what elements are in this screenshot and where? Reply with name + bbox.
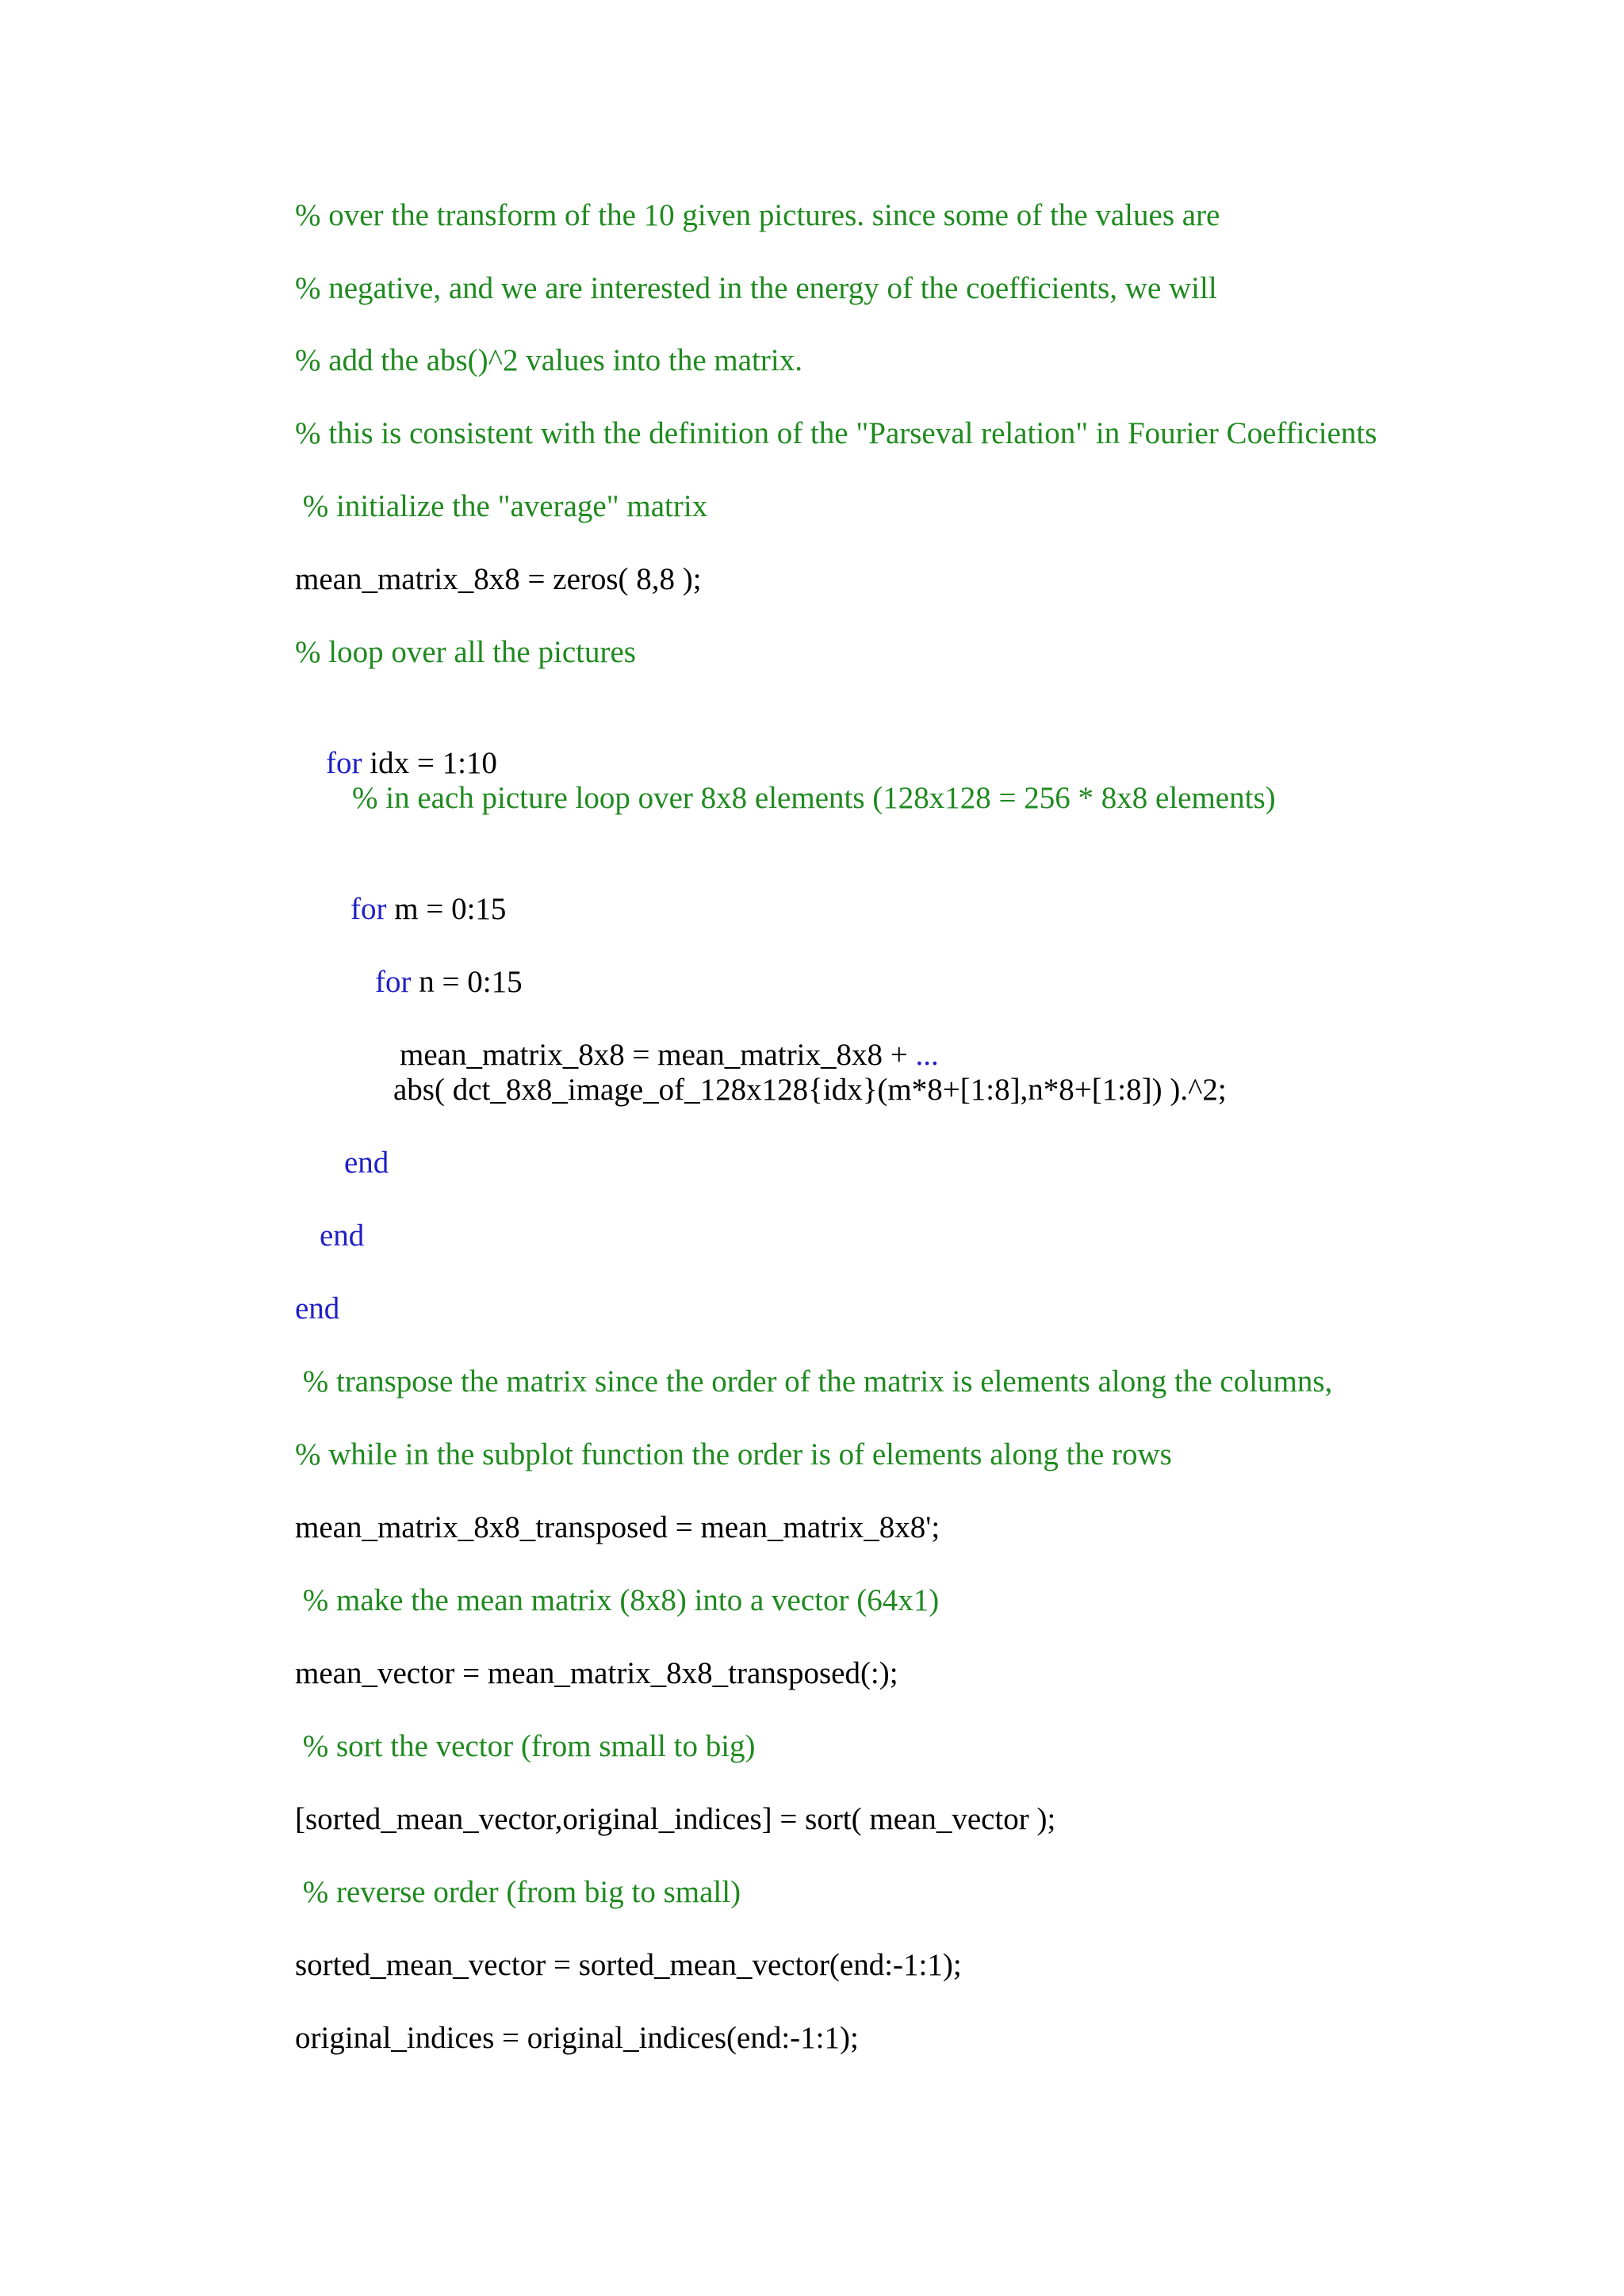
loop-range: m = 0:15	[386, 892, 507, 926]
code-line-statement: mean_vector = mean_matrix_8x8_transposed(:);	[295, 1656, 898, 1690]
code-line-statement: mean_matrix_8x8_transposed = mean_matrix_8x8';	[295, 1510, 940, 1544]
code-line-comment: % over the transform of the 10 given pictures. since some of the values are	[295, 198, 1220, 232]
continuation-ellipsis: ...	[915, 1038, 939, 1072]
code-line-comment: % reverse order (from big to small)	[295, 1875, 741, 1909]
code-line-comment: % while in the subplot function the order is of elements along the rows	[295, 1437, 1172, 1471]
loop-range: idx = 1:10	[362, 746, 497, 780]
code-line-comment: % negative, and we are interested in the energy of the coefficients, we will	[295, 271, 1217, 305]
code-line-comment: % in each picture loop over 8x8 elements (128x128 = 256 * 8x8 elements)	[352, 781, 1276, 815]
keyword-end: end	[344, 1146, 389, 1180]
code-line-comment: % sort the vector (from small to big)	[295, 1729, 756, 1763]
code-line-statement: sorted_mean_vector = sorted_mean_vector(end:-1:1);	[295, 1948, 962, 1982]
statement-text: mean_matrix_8x8 = mean_matrix_8x8 +	[400, 1038, 916, 1072]
code-line-statement: [sorted_mean_vector,original_indices] = sort( mean_vector );	[295, 1802, 1056, 1836]
code-line-comment: % add the abs()^2 values into the matrix.	[295, 343, 802, 377]
code-line-comment: % make the mean matrix (8x8) into a vector (64x1)	[295, 1583, 940, 1617]
loop-range: n = 0:15	[411, 965, 523, 999]
code-line-statement: mean_matrix_8x8 = zeros( 8,8 );	[295, 562, 702, 596]
code-line-comment: % loop over all the pictures	[295, 635, 636, 669]
keyword-end: end	[295, 1292, 340, 1326]
code-line-statement: abs( dct_8x8_image_of_128x128{idx}(m*8+[1:8],n*8+[1:8]) ).^2;	[393, 1073, 1227, 1107]
keyword-for: for	[375, 965, 412, 999]
keyword-for: for	[350, 892, 387, 926]
keyword-end: end	[320, 1219, 365, 1253]
code-line-comment: % initialize the "average" matrix	[295, 489, 708, 523]
code-line-comment: % this is consistent with the definition of the "Parseval relation" in Fourier Coefficients	[295, 416, 1377, 450]
code-line-statement: original_indices = original_indices(end:-1:1);	[295, 2021, 859, 2055]
keyword-for: for	[326, 746, 362, 780]
code-line-comment: % transpose the matrix since the order of the matrix is elements along the columns,	[295, 1364, 1333, 1399]
